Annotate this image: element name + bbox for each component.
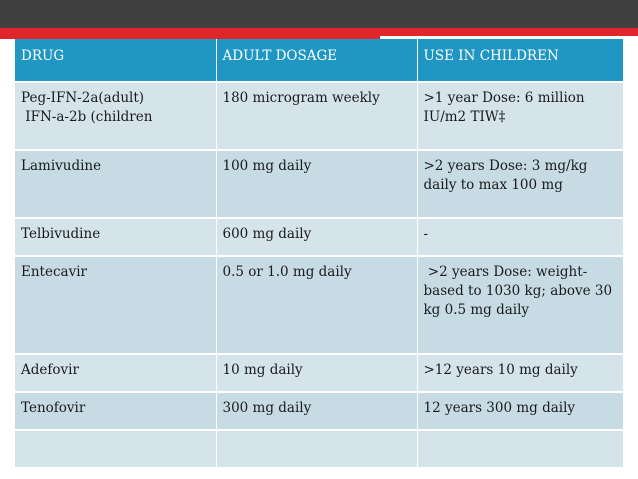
cell-adult-dosage: 180 microgram weekly xyxy=(216,82,417,150)
cell-adult-dosage: 10 mg daily xyxy=(216,354,417,392)
cell-drug: Lamivudine xyxy=(15,150,216,218)
table-row xyxy=(15,256,623,354)
cell-drug: Tenofovir xyxy=(15,392,216,430)
cell-use-in-children xyxy=(417,430,623,468)
table-row xyxy=(15,218,623,256)
cell-drug: Peg-IFN-2a(adult) IFN-a-2b (children xyxy=(15,82,216,150)
slide-top-bar xyxy=(0,0,638,28)
drug-dosage-table xyxy=(15,39,624,469)
cell-adult-dosage: 300 mg daily xyxy=(216,392,417,430)
cell-adult-dosage: 100 mg daily xyxy=(216,150,417,218)
cell-adult-dosage: 0.5 or 1.0 mg daily xyxy=(216,256,417,354)
slide-red-band xyxy=(0,28,638,36)
table-row xyxy=(15,392,623,430)
cell-use-in-children: - xyxy=(417,218,623,256)
table-row xyxy=(15,354,623,392)
cell-drug: Entecavir xyxy=(15,256,216,354)
table-row xyxy=(15,430,623,468)
cell-drug: Adefovir xyxy=(15,354,216,392)
cell-drug xyxy=(15,430,216,468)
cell-use-in-children: >12 years 10 mg daily xyxy=(417,354,623,392)
cell-drug: Telbivudine xyxy=(15,218,216,256)
table-header-row xyxy=(15,39,623,82)
header-use-in-children: USE IN CHILDREN xyxy=(417,39,623,82)
header-drug: DRUG xyxy=(15,39,216,82)
table-row xyxy=(15,150,623,218)
cell-use-in-children: 12 years 300 mg daily xyxy=(417,392,623,430)
cell-adult-dosage: 600 mg daily xyxy=(216,218,417,256)
header-adult-dosage: ADULT DOSAGE xyxy=(216,39,417,82)
table-row xyxy=(15,82,623,150)
cell-use-in-children: >2 years Dose: 3 mg/kg daily to max 100 mg xyxy=(417,150,623,218)
cell-use-in-children: >1 year Dose: 6 million IU/m2 TIW‡ xyxy=(417,82,623,150)
cell-adult-dosage xyxy=(216,430,417,468)
cell-use-in-children: >2 years Dose: weight-based to 1030 kg; above 30 kg 0.5 mg daily xyxy=(417,256,623,354)
